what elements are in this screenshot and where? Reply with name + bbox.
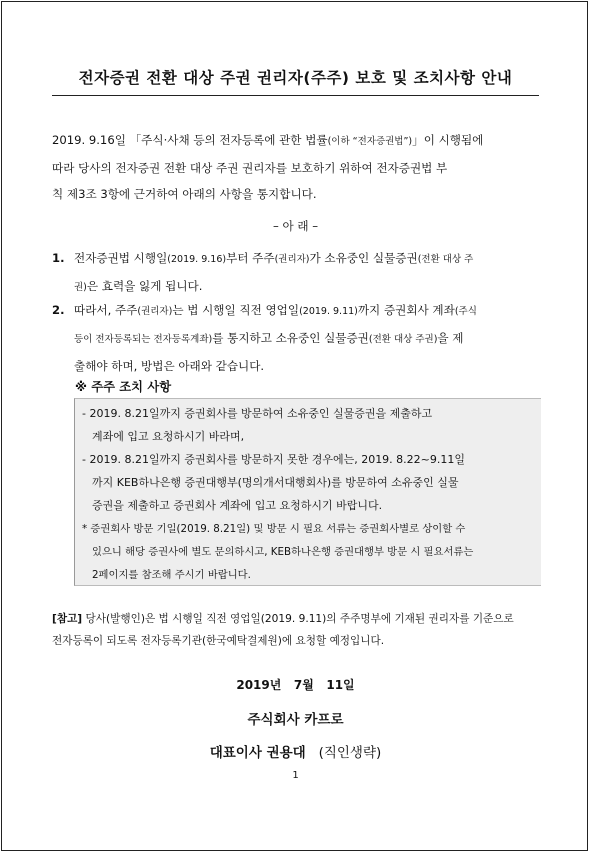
item-text xyxy=(74,245,539,301)
item-text-part: 가 소유중인 실물증권 xyxy=(309,251,418,265)
reference-text: 전자등록이 되도록 전자등록기관(한국예탁결제원)에 요청할 예정입니다. xyxy=(52,635,385,647)
item-text-part: 까지 증권회사 계좌 xyxy=(357,303,455,317)
title-underline xyxy=(52,95,539,96)
intro-paragraph xyxy=(52,127,539,207)
item-text-part: 권) xyxy=(74,282,87,293)
reference-label: [참고] xyxy=(52,613,83,625)
measures-heading: ※ 주주 조치 사항 xyxy=(75,380,172,394)
intro-text: 2019. 9.16일 「주식·사채 등의 전자등록에 관한 법률 xyxy=(52,133,328,147)
item-text xyxy=(74,297,539,379)
measure-line: 까지 KEB하나은행 증권대행부(명의개서대행회사)를 방문하여 소유중인 실물 xyxy=(92,476,459,489)
item-text-part: (전환 대상 주 xyxy=(417,254,474,265)
intro-abbrev: (이하 “전자증권법”) xyxy=(327,136,413,147)
item-text-part: (권리자) xyxy=(137,306,173,317)
measure-line: 증권을 제출하고 증권회사 계좌에 입고 요청하시기 바랍니다. xyxy=(92,499,383,512)
measure-line: - 2019. 8.21일까지 증권회사를 방문하여 소유중인 실물증권을 제출하고 xyxy=(82,407,433,420)
company-name: 주식회사 카프로 xyxy=(247,712,344,728)
reference-text: 당사(발행인)은 법 시행일 직전 영업일(2019. 9.11)의 주주명부에 기재된 권리자를 기준으로 xyxy=(82,613,514,625)
item-text-part: (주식 xyxy=(454,306,477,317)
intro-line-2: 따라 당사의 전자증권 전환 대상 주권 권리자를 보호하기 위하여 전자증권법 부 xyxy=(52,161,448,175)
item-text-part: 전자증권법 시행일 xyxy=(74,251,168,265)
intro-line-3: 칙 제3조 3항에 근거하여 아래의 사항을 통지합니다. xyxy=(52,187,317,201)
issue-date: 2019년 7월 11일 xyxy=(236,678,355,692)
item-text-part: 를 통지하고 소유중인 실물증권 xyxy=(212,331,369,345)
measure-line: - 2019. 8.21일까지 증권회사를 방문하지 못한 경우에는, 2019. 8.22~9.11일 xyxy=(82,453,466,466)
section-mark: – 아 래 – xyxy=(272,219,319,233)
item-number: 1. xyxy=(52,251,65,265)
document-title: 전자증권 전환 대상 주권 권리자(주주) 보호 및 조치사항 안내 xyxy=(78,69,513,87)
reference-note xyxy=(52,608,539,652)
item-text-part: 을 제 xyxy=(437,331,464,345)
measure-note: * 증권회사 방문 기일(2019. 8.21일) 및 방문 시 필요 서류는 증권회사별로 상이할 수 xyxy=(82,523,466,535)
item-number: 2. xyxy=(52,303,65,317)
ceo-name: 대표이사 권용대 xyxy=(209,745,306,761)
item-text-part: (2019. 9.11) xyxy=(299,306,358,317)
item-text-part: 부터 주주 xyxy=(226,251,275,265)
intro-text: 」이 시행됨에 xyxy=(412,133,484,147)
item-text-part: (전환 대상 주권) xyxy=(368,334,438,345)
item-text-part: 은 효력을 잃게 됩니다. xyxy=(86,279,203,293)
item-text-part: 등이 전자등록되는 전자등록계좌) xyxy=(74,334,213,345)
item-text-part: (2019. 9.16) xyxy=(167,254,227,265)
measure-note: 2페이지를 참조해 주시기 바랍니다. xyxy=(92,569,251,581)
item-text-part: 는 법 시행일 직전 영업일 xyxy=(172,303,300,317)
ceo-line xyxy=(0,741,591,761)
page-number: 1 xyxy=(292,770,299,781)
intro-line-1 xyxy=(52,127,539,155)
item-text-part: 따라서, 주주 xyxy=(74,303,138,317)
measure-line: 계좌에 입고 요청하시기 바라며, xyxy=(92,430,245,443)
item-text-part: 출해야 하며, 방법은 아래와 같습니다. xyxy=(74,359,265,373)
seal-note: (직인생략) xyxy=(318,745,382,761)
measure-note: 있으니 해당 증권사에 별도 문의하시고, KEB하나은행 증권대행부 방문 시 필요서류는 xyxy=(92,546,474,558)
item-text-part: (권리자) xyxy=(274,254,310,265)
